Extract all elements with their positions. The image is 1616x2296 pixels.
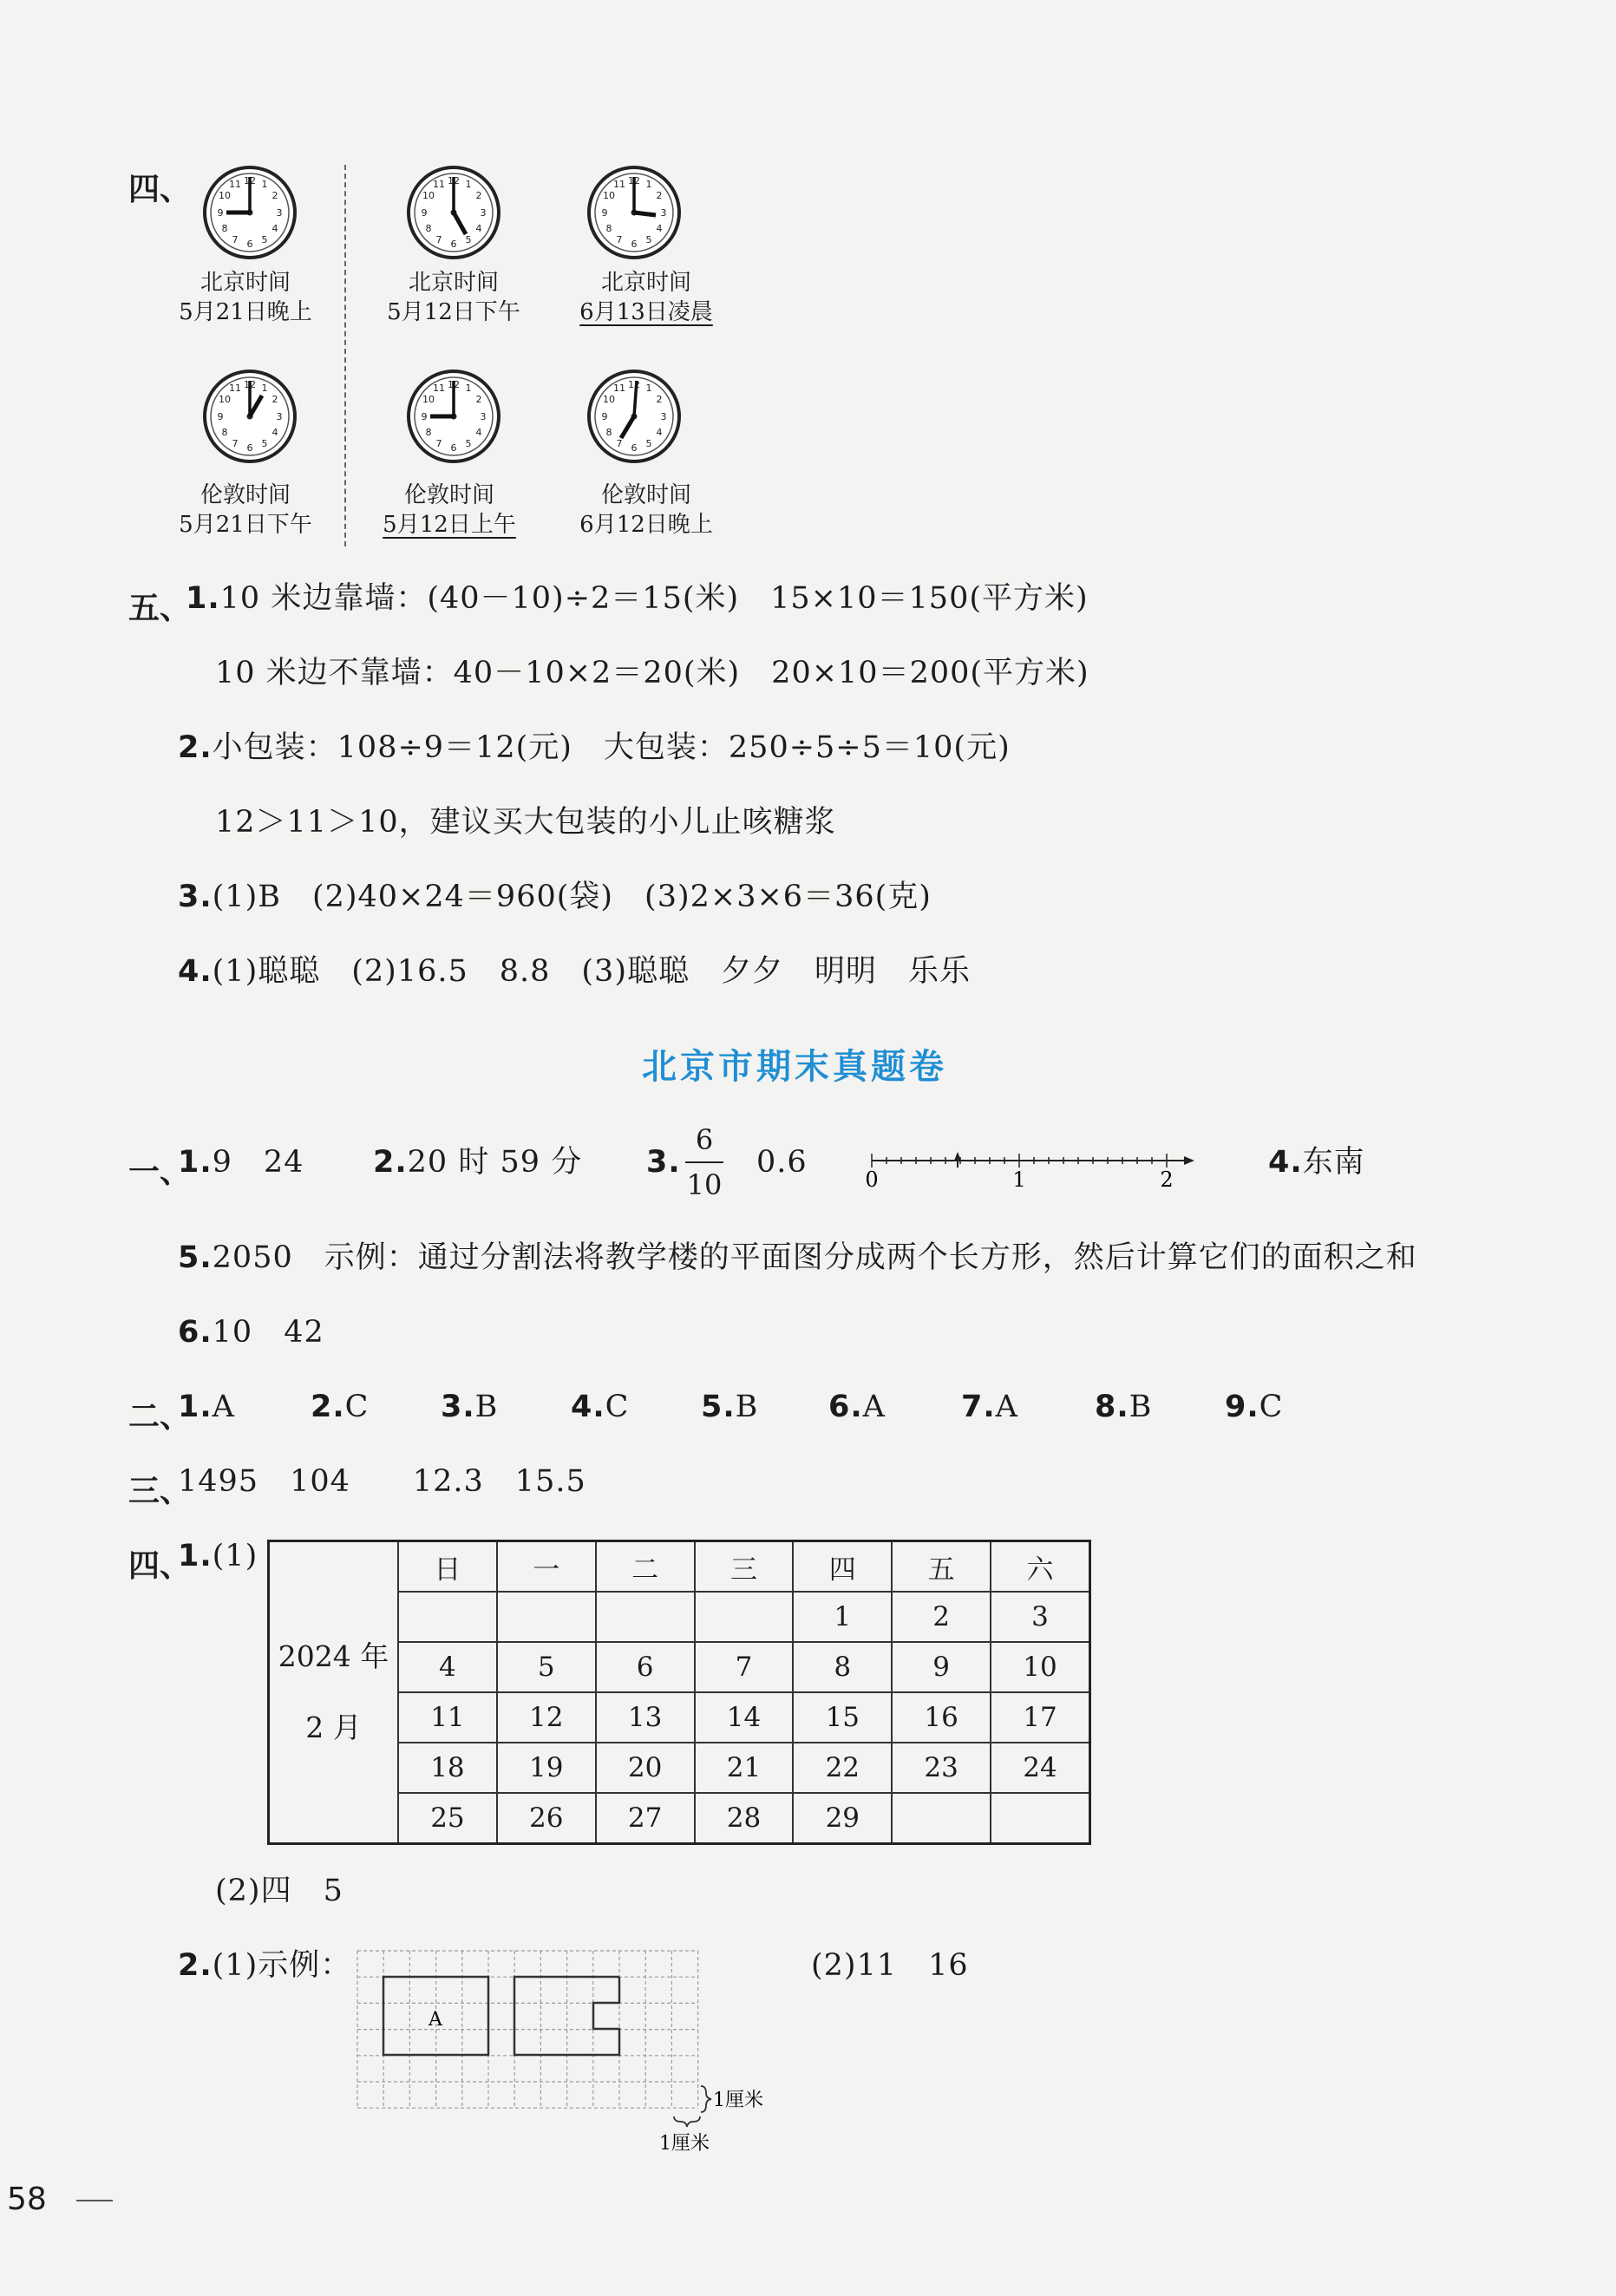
calendar-cell: 3 [991, 1592, 1089, 1642]
calendar-cell: 2 [892, 1592, 991, 1642]
calendar-cell: 9 [892, 1642, 991, 1692]
clock-icon-beijing-9 [202, 165, 298, 260]
s2-item-3: 3.B [441, 1390, 499, 1424]
clock-icon-beijing-5 [406, 165, 501, 260]
s5-line-2: 10 米边不靠墙：40－10×2＝20(米) 20×10＝200(平方米) [215, 656, 1089, 690]
section-marker-1: 一、 [128, 1155, 192, 1190]
s5-line-1: 1.10 米边靠墙：(40－10)÷2＝15(米) 15×10＝150(平方米) [186, 581, 1089, 616]
tick-0: 0 [865, 1168, 879, 1192]
calendar-cell: 4 [398, 1642, 497, 1692]
s3-answers: 1495 104 12.3 15.5 [178, 1464, 586, 1499]
clock-caption-6: 伦敦时间 6月12日晚上 [579, 482, 713, 538]
calendar-header: 五 [892, 1541, 991, 1593]
s2-item-2: 2.C [311, 1390, 370, 1424]
brace-horizontal [674, 2116, 700, 2127]
dashed-divider [344, 165, 346, 546]
calendar-cell: 5 [497, 1642, 596, 1692]
s2-item-7: 7.A [961, 1390, 1018, 1424]
s5-line-4: 12＞11＞10，建议买大包装的小儿止咳糖浆 [215, 805, 836, 840]
calendar-cell: 20 [596, 1743, 695, 1793]
clock-caption-3: 北京时间 6月13日凌晨 [579, 270, 713, 325]
clock-icon-beijing-3 [586, 165, 682, 260]
calendar-header: 二 [596, 1541, 695, 1593]
calendar-cell: 21 [695, 1743, 794, 1793]
s2-item-4: 4.C [571, 1390, 630, 1424]
calendar-cell [892, 1793, 991, 1844]
s4b-q1-part2: (2)四 5 [215, 1874, 343, 1908]
s1-q5: 5.2050 示例：通过分割法将教学楼的平面图分成两个长方形，然后计算它们的面积之和 [178, 1240, 1417, 1275]
calendar-cell: 18 [398, 1743, 497, 1793]
clock-icon-london-9 [406, 369, 501, 464]
calendar-cell: 6 [596, 1642, 695, 1692]
clock-icon-london-7 [586, 369, 682, 464]
calendar-cell: 23 [892, 1743, 991, 1793]
calendar-table [267, 1540, 1091, 1845]
section-marker-4: 四、 [128, 172, 192, 207]
s1-q6: 6.10 42 [178, 1315, 324, 1350]
s2-item-6: 6.A [828, 1390, 886, 1424]
calendar-cell: 14 [695, 1692, 794, 1743]
page-number: 58 [7, 2182, 47, 2217]
s2-item-8: 8.B [1095, 1390, 1153, 1424]
shape-a-label: A [429, 2009, 442, 2031]
s4b-q2-label: 2.(1)示例： [178, 1948, 352, 1983]
page-number-rule [76, 2200, 113, 2201]
calendar-header: 三 [695, 1541, 794, 1593]
section-marker-2: 二、 [128, 1399, 192, 1435]
s2-item-9: 9.C [1225, 1390, 1284, 1424]
s1-q2: 2.20 时 59 分 [373, 1145, 583, 1180]
s5-line-6: 4.(1)聪聪 (2)16.5 8.8 (3)聪聪 夕夕 明明 乐乐 [178, 954, 971, 989]
s5-line-3: 2.小包装：108÷9＝12(元) 大包装：250÷5÷5＝10(元) [178, 730, 1011, 765]
page-title: 北京市期末真题卷 [642, 1047, 947, 1087]
calendar-header: 六 [991, 1541, 1089, 1593]
calendar-cell: 27 [596, 1793, 695, 1844]
unit-label-vertical: 1厘米 [713, 2090, 763, 2111]
s1-q1: 1.9 24 [178, 1145, 304, 1180]
number-line [859, 1143, 1197, 1195]
calendar-cell [695, 1592, 794, 1642]
s5-line-5: 3.(1)B (2)40×24＝960(袋) (3)2×3×6＝36(克) [178, 880, 932, 914]
calendar-cell [497, 1592, 596, 1642]
calendar-cell: 13 [596, 1692, 695, 1743]
s4b-q1-label: 1.(1) [178, 1539, 258, 1573]
calendar-cell: 10 [991, 1642, 1089, 1692]
calendar-cell: 16 [892, 1692, 991, 1743]
calendar-cell: 12 [497, 1692, 596, 1743]
calendar-cell: 11 [398, 1692, 497, 1743]
section-marker-4b: 四、 [128, 1548, 192, 1584]
s1-q3-fraction: 6 10 [686, 1123, 723, 1201]
calendar-header: 日 [398, 1541, 497, 1593]
s2-item-5: 5.B [701, 1390, 759, 1424]
brace-vertical [701, 2086, 711, 2112]
tick-2: 2 [1160, 1168, 1174, 1192]
grid-diagram [356, 1945, 789, 2153]
calendar-cell: 17 [991, 1692, 1089, 1743]
calendar-cell: 24 [991, 1743, 1089, 1793]
calendar-cell: 29 [793, 1793, 892, 1844]
calendar-cell: 28 [695, 1793, 794, 1844]
calendar-cell: 1 [793, 1592, 892, 1642]
tick-1: 1 [1012, 1168, 1026, 1192]
clock-caption-4: 伦敦时间 5月21日下午 [179, 482, 312, 538]
unit-label-horizontal: 1厘米 [659, 2133, 710, 2153]
calendar-header: 一 [497, 1541, 596, 1593]
s1-q3-number: 3. [646, 1145, 681, 1180]
calendar-cell: 22 [793, 1743, 892, 1793]
clock-caption-1: 北京时间 5月21日晚上 [179, 270, 312, 325]
calendar-cell: 25 [398, 1793, 497, 1844]
calendar-cell [991, 1793, 1089, 1844]
clock-icon-london-1 [202, 369, 298, 464]
calendar-cell: 8 [793, 1642, 892, 1692]
calendar-cell: 19 [497, 1743, 596, 1793]
s1-q4: 4.东南 [1268, 1145, 1365, 1180]
clock-caption-2: 北京时间 5月12日下午 [387, 270, 520, 325]
calendar-header: 四 [793, 1541, 892, 1593]
s2-item-1: 1.A [178, 1390, 235, 1424]
s4b-q2-part2: (2)11 16 [811, 1948, 969, 1983]
calendar-year-month: 2024 年 2 月 [269, 1541, 399, 1844]
calendar-cell: 7 [695, 1642, 794, 1692]
calendar-cell: 15 [793, 1692, 892, 1743]
calendar-cell [596, 1592, 695, 1642]
s1-q3-decimal: 0.6 [756, 1145, 808, 1180]
section-marker-3: 三、 [128, 1474, 192, 1509]
section-marker-5: 五、 [128, 591, 192, 626]
clock-caption-5: 伦敦时间 5月12日上午 [383, 482, 516, 538]
calendar-cell [398, 1592, 497, 1642]
calendar-cell: 26 [497, 1793, 596, 1844]
